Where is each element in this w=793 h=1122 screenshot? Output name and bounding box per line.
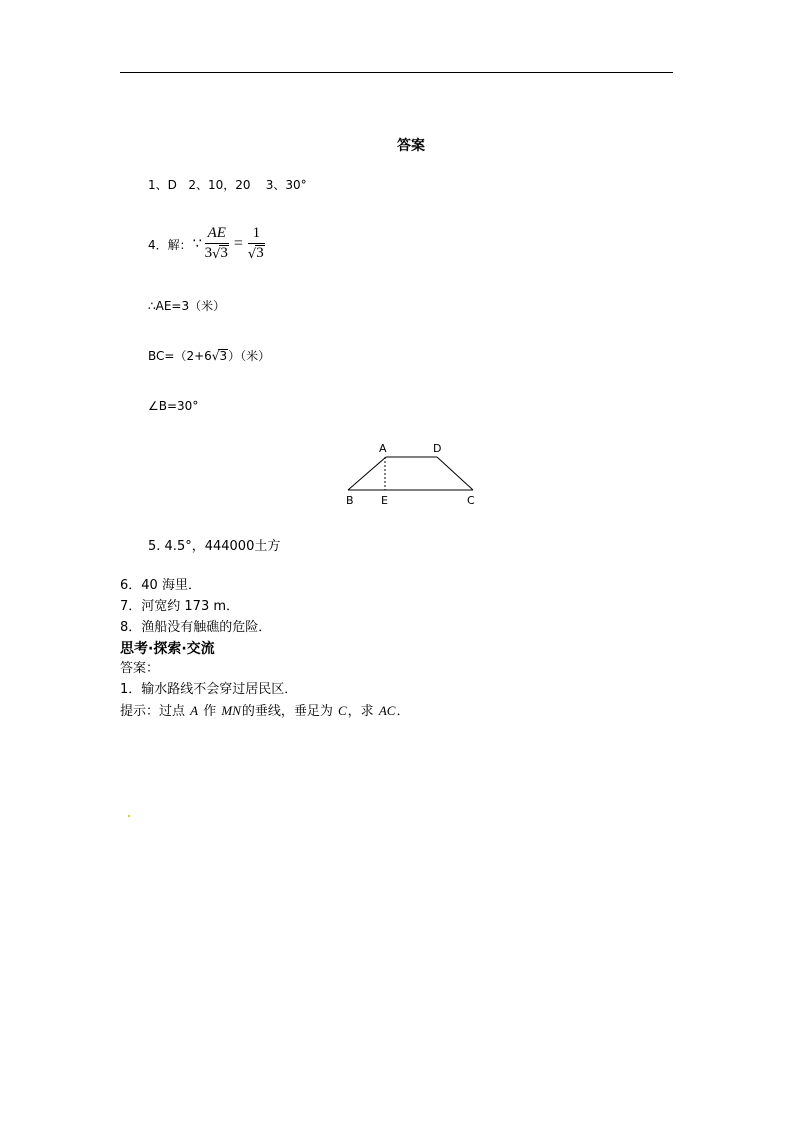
radical-sign: √ [247,247,257,263]
radicand: 3 [256,245,264,261]
answer-4-prefix: 4．解： [148,237,192,252]
radicand: 3 [219,349,228,363]
radical-sign: √ [211,349,220,363]
segment-dc [437,457,473,490]
trapezoid-diagram [340,440,485,510]
hint-segment-ac: AC [378,703,396,718]
fraction-1-over-root3 [248,226,265,262]
angle-b-line: ∠B=30° [148,399,199,413]
label-c: C [467,494,475,507]
fraction-numerator: 1 [248,226,265,244]
hint-text: 作 [199,704,221,719]
page-title: 答案 [397,138,425,154]
section-answer-label: 答案： [120,661,160,676]
answer-7: 7．河宽约 173 m． [120,599,240,614]
because-symbol: ∵ [192,236,202,252]
header-rule [120,72,673,73]
hint-text: ． [396,704,410,719]
label-e: E [381,494,388,507]
answer-5: 5. 4.5°，444000土方 [148,539,281,554]
fraction-numerator: AE [205,226,229,244]
bc-suffix: ）（米） [228,349,271,363]
hint-text: 的垂线，垂足为 [241,704,337,719]
bc-result-line [148,349,270,362]
radical-sign: √ [212,247,221,263]
hint-line-mn: MN [221,703,241,718]
section-item-1: 1．输水路线不会穿过居民区． [120,682,298,697]
hint-text: 提示：过点 [120,704,190,719]
fraction-denominator [205,244,229,262]
hint-point-a: A [190,703,199,718]
answer-4-formula [148,226,268,262]
fraction-ae-over-3root3 [205,226,229,262]
bc-prefix: BC=（2+6 [148,349,212,363]
ae-result-line: ∴AE=3（米） [148,299,226,313]
hint-text: ，求 [347,704,378,719]
equals-sign: = [233,235,243,252]
answer-6: 6．40 海里． [120,578,201,593]
hint-point-c: C [338,703,347,718]
label-d: D [433,442,442,455]
answer-8: 8．渔船没有触礁的危险． [120,620,272,635]
section-hint [120,704,409,718]
stray-dot [128,815,130,817]
denominator-coefficient: 3 [204,245,213,261]
segment-ab [348,457,386,490]
fraction-denominator [248,244,265,262]
answers-line-1-3: 1、D 2、10，20 3、30° [148,178,307,192]
label-a: A [379,442,387,455]
section-heading: 思考·探索·交流 [120,641,215,657]
radicand: 3 [220,245,228,261]
label-b: B [346,494,354,507]
